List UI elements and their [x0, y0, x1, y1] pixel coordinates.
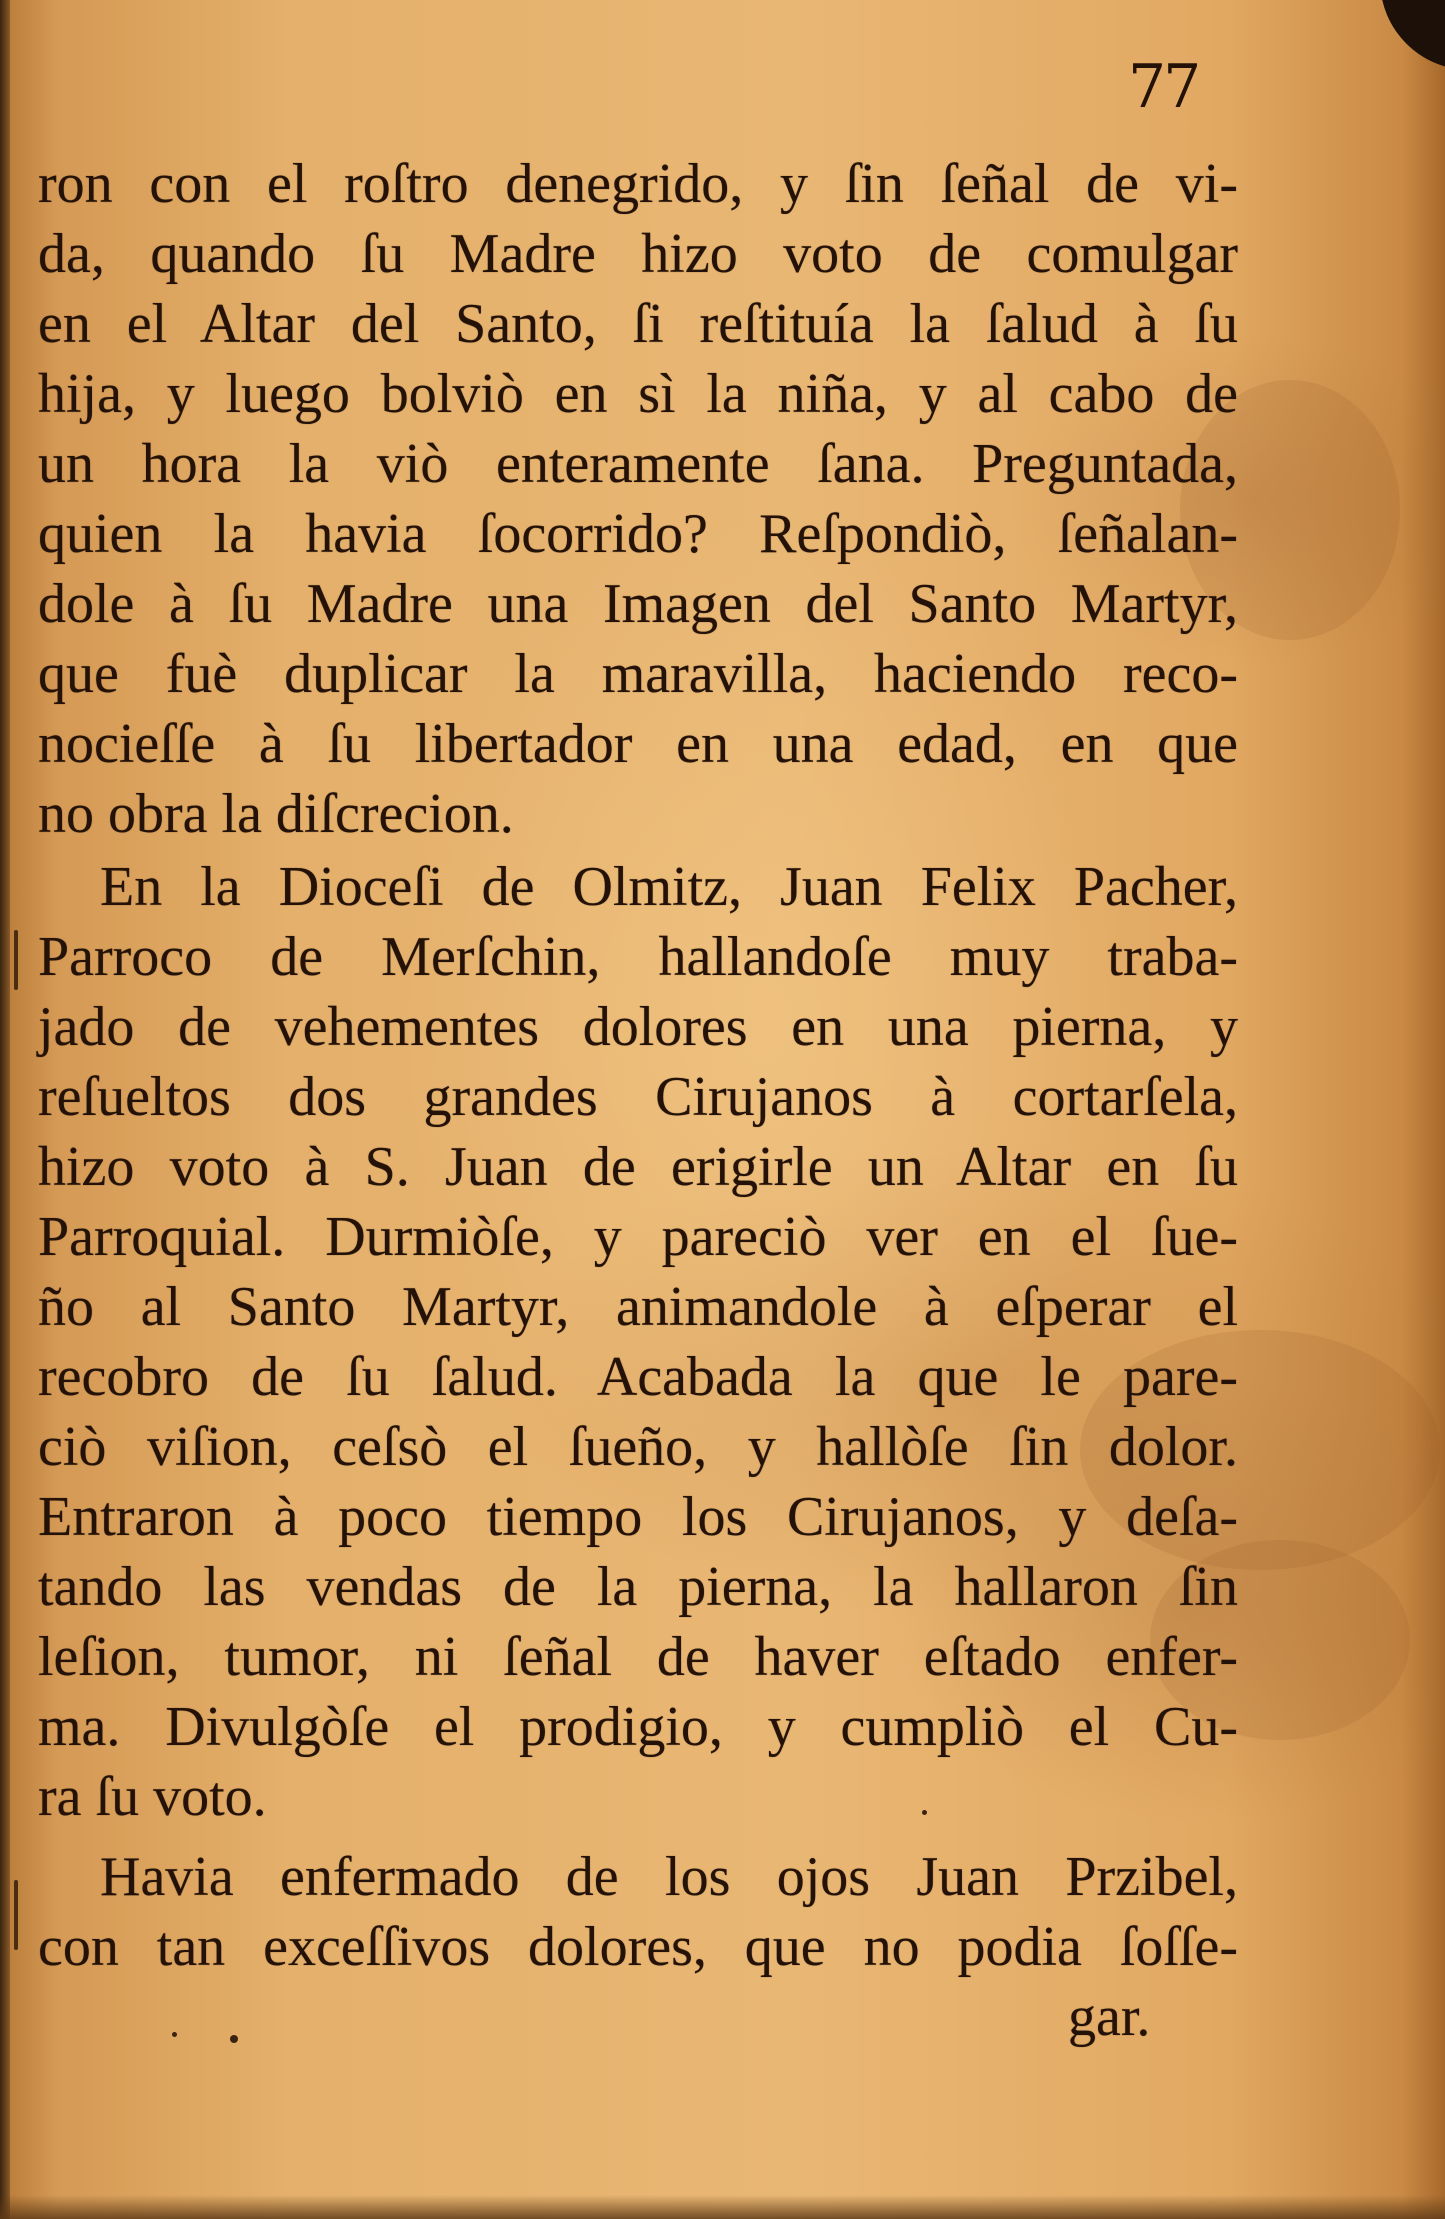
- text-line: reſueltos dos grandes Cirujanos à cortarſela,: [38, 1066, 1238, 1128]
- text-line: con tan exceſſivos dolores, que no podia ſoſſe-: [38, 1916, 1238, 1978]
- text-line: ron con el roſtro denegrido, y ſin ſeñal de vi-: [38, 153, 1238, 215]
- ink-speck: [922, 1810, 927, 1815]
- ink-speck: [230, 2035, 238, 2043]
- text-line: tando las vendas de la pierna, la hallaron ſin: [38, 1556, 1238, 1618]
- torn-corner: [1380, 0, 1445, 70]
- paragraph-start-line: En la Dioceſi de Olmitz, Juan Felix Pacher,: [100, 856, 1238, 918]
- page-left-edge: [0, 0, 10, 2219]
- page-bottom-edge: [0, 2195, 1445, 2219]
- paragraph-start-line: Havia enfermado de los ojos Juan Przibel,: [100, 1846, 1238, 1908]
- text-line: que fuè duplicar la maravilla, haciendo reco-: [38, 643, 1238, 705]
- text-line: un hora la viò enteramente ſana. Preguntada,: [38, 433, 1238, 495]
- text-line: ño al Santo Martyr, animandole à eſperar el: [38, 1276, 1238, 1338]
- text-line: ra ſu voto.: [38, 1766, 267, 1828]
- text-line: nocieſſe à ſu libertador en una edad, en que: [38, 713, 1238, 775]
- text-line: Parroco de Merſchin, hallandoſe muy traba-: [38, 926, 1238, 988]
- text-line: Parroquial. Durmiòſe, y pareciò ver en el ſue-: [38, 1206, 1238, 1268]
- text-line: ciò viſion, ceſsò el ſueño, y hallòſe ſin dolor.: [38, 1416, 1238, 1478]
- text-line: Entraron à poco tiempo los Cirujanos, y deſa-: [38, 1486, 1238, 1548]
- binding-mark: [14, 930, 18, 990]
- text-line: quien la havia ſocorrido? Reſpondiò, ſeñalan-: [38, 503, 1238, 565]
- text-line: en el Altar del Santo, ſi reſtituía la ſalud à ſu: [38, 293, 1238, 355]
- text-line: ma. Divulgòſe el prodigio, y cumpliò el Cu-: [38, 1696, 1238, 1758]
- text-line: da, quando ſu Madre hizo voto de comulgar: [38, 223, 1238, 285]
- page-number: 77: [1128, 52, 1199, 122]
- text-line: hija, y luego bolviò en sì la niña, y al cabo de: [38, 363, 1238, 425]
- text-line: hizo voto à S. Juan de erigirle un Altar en ſu: [38, 1136, 1238, 1198]
- text-line: no obra la diſcrecion.: [38, 783, 514, 845]
- text-line: leſion, tumor, ni ſeñal de haver eſtado enfer-: [38, 1626, 1238, 1688]
- ink-speck: [172, 2032, 177, 2037]
- binding-mark: [14, 1880, 18, 1950]
- text-line: recobro de ſu ſalud. Acabada la que le pare-: [38, 1346, 1238, 1408]
- text-line: dole à ſu Madre una Imagen del Santo Martyr,: [38, 573, 1238, 635]
- catchword: gar.: [1068, 1986, 1151, 2048]
- text-line: jado de vehementes dolores en una pierna, y: [38, 996, 1238, 1058]
